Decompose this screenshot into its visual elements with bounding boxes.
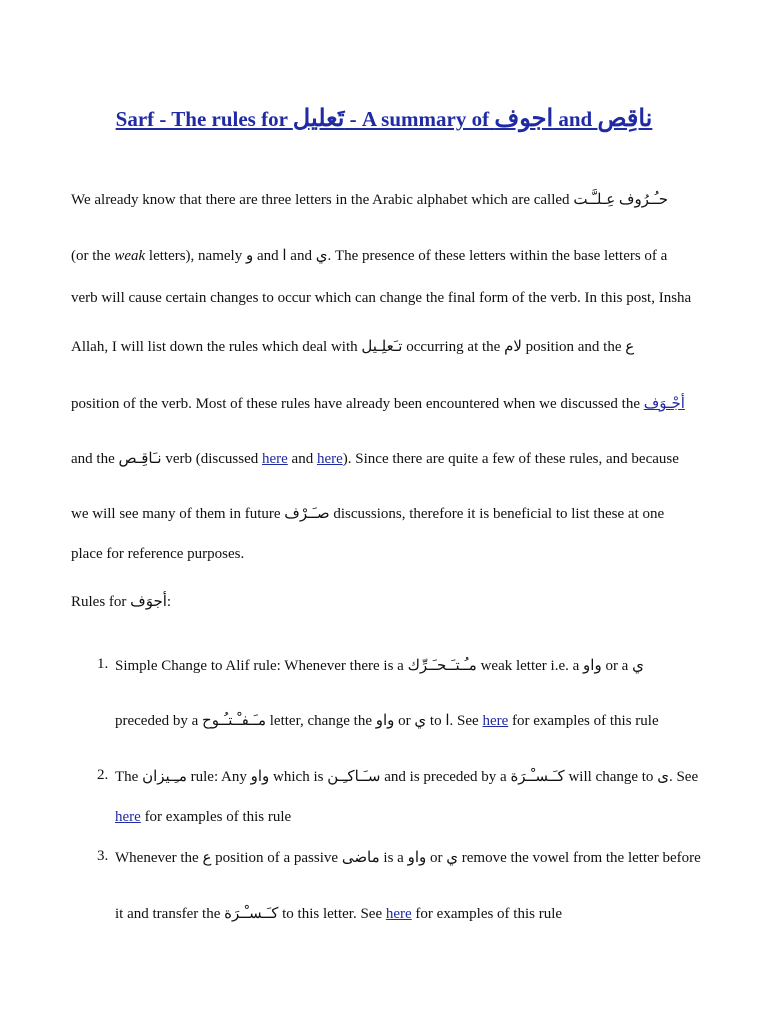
list-item-line bbox=[115, 711, 659, 730]
arabic-word: لام bbox=[504, 339, 522, 355]
text: or bbox=[426, 850, 447, 866]
rules-heading bbox=[71, 592, 171, 611]
text: position and the bbox=[521, 339, 626, 355]
arabic-letter: ي bbox=[414, 713, 427, 729]
text: is a bbox=[379, 850, 408, 866]
text: . See bbox=[449, 713, 483, 729]
list-item-line bbox=[115, 904, 562, 923]
text: preceded by a bbox=[115, 713, 203, 729]
text: letter, change the bbox=[266, 713, 376, 729]
paragraph-line bbox=[71, 290, 691, 307]
list-number: 2. bbox=[97, 767, 109, 783]
text: The bbox=[115, 769, 143, 785]
arabic-letter: ع bbox=[202, 850, 212, 866]
arabic-word: مـِـيزان bbox=[142, 769, 187, 785]
title-text-2: - A summary of bbox=[344, 107, 495, 131]
arabic-word: صـَـرْف bbox=[284, 506, 330, 522]
arabic-word: واو bbox=[250, 769, 270, 785]
text: remove the vowel from the letter before bbox=[458, 850, 701, 866]
arabic-word: مـُـتـَـحـَـرِّك bbox=[407, 658, 477, 674]
arabic-letter: ي bbox=[446, 850, 458, 866]
list-item-line bbox=[115, 656, 644, 675]
text: rule: Any bbox=[186, 769, 251, 785]
arabic-word: واو bbox=[583, 658, 602, 674]
text: ). Since there are quite a few of these rules, and because bbox=[342, 451, 679, 467]
paragraph-line bbox=[71, 504, 664, 523]
text: will change to bbox=[564, 769, 658, 785]
text: verb (discussed bbox=[161, 451, 262, 467]
text: letters), namely bbox=[145, 248, 246, 264]
page-title[interactable] bbox=[0, 104, 768, 133]
arabic-letter: و bbox=[245, 248, 254, 264]
text: weak letter i.e. a bbox=[476, 658, 584, 674]
arabic-letter: ي bbox=[632, 658, 644, 674]
text: or bbox=[394, 713, 415, 729]
text: (or the bbox=[71, 248, 115, 264]
emphasis-text: weak bbox=[114, 248, 146, 264]
here-link[interactable]: here bbox=[385, 906, 412, 922]
text: . The presence of these letters within the base letters of a bbox=[327, 248, 668, 264]
text: to bbox=[426, 713, 446, 729]
paragraph-line bbox=[71, 394, 685, 413]
arabic-word: تـَعلِـيل bbox=[361, 339, 403, 355]
text: or a bbox=[601, 658, 633, 674]
list-item-line bbox=[115, 809, 291, 826]
title-text-1: Sarf - The rules for bbox=[115, 107, 293, 131]
arabic-word: واو bbox=[375, 713, 395, 729]
text: Allah, I will list down the rules which deal with bbox=[71, 339, 362, 355]
text: which is bbox=[269, 769, 328, 785]
arabic-word: أجوَف bbox=[130, 594, 167, 610]
arabic-letter: ا bbox=[445, 713, 450, 729]
text: position of the verb. Most of these rules have already been encountered when we discussed the bbox=[71, 396, 644, 412]
paragraph-line bbox=[71, 337, 634, 356]
paragraph-line bbox=[71, 190, 668, 209]
here-link[interactable]: here bbox=[316, 451, 343, 467]
arabic-letter: ع bbox=[625, 339, 635, 355]
text: and bbox=[253, 248, 283, 264]
list-item-line bbox=[115, 767, 698, 786]
text: . See bbox=[668, 769, 699, 785]
text: for examples of this rule bbox=[508, 713, 659, 729]
text: and bbox=[286, 248, 316, 264]
list-number: 1. bbox=[97, 656, 109, 672]
text: and is preceded by a bbox=[380, 769, 511, 785]
arabic-letter: ي bbox=[315, 248, 328, 264]
text: discussions, therefore it is beneficial to list these at one bbox=[329, 506, 665, 522]
title-arabic-taleel: تَعليل bbox=[292, 106, 345, 132]
arabic-word: ماضى bbox=[341, 850, 380, 866]
text: We already know that there are three letters in the Arabic alphabet which are called bbox=[71, 192, 574, 208]
title-arabic-ajwaf: اجوف bbox=[494, 106, 554, 132]
text: Rules for bbox=[71, 594, 131, 610]
arabic-word: كـَـسـْـرَة bbox=[510, 769, 565, 785]
here-link[interactable]: here bbox=[115, 809, 141, 825]
arabic-letter: ا bbox=[282, 248, 287, 264]
text: : bbox=[166, 594, 172, 610]
title-arabic-naqis: ناقِص bbox=[597, 106, 653, 132]
text: and bbox=[287, 451, 317, 467]
here-link[interactable]: here bbox=[482, 713, 509, 729]
paragraph-line bbox=[71, 546, 244, 563]
arabic-word: نـَاقِـص bbox=[118, 451, 162, 467]
here-link[interactable]: here bbox=[261, 451, 288, 467]
text: it and transfer the bbox=[115, 906, 225, 922]
text: position of a passive bbox=[211, 850, 342, 866]
title-text-3: and bbox=[553, 107, 598, 131]
arabic-word: كـَـسـْـرَة bbox=[224, 906, 279, 922]
paragraph-line bbox=[71, 246, 667, 265]
arabic-word: حـُـرُوف عِـلـَّـت bbox=[573, 192, 669, 208]
list-number: 3. bbox=[97, 848, 109, 864]
text: occurring at the bbox=[402, 339, 505, 355]
text: to this letter. See bbox=[278, 906, 386, 922]
text: for examples of this rule bbox=[411, 906, 563, 922]
paragraph-line bbox=[71, 449, 679, 468]
list-item-line bbox=[115, 848, 701, 867]
text: and the bbox=[71, 451, 119, 467]
arabic-word: سـَـاكـِـن bbox=[327, 769, 381, 785]
text: Simple Change to Alif rule: Whenever there is a bbox=[115, 658, 408, 674]
text: verb will cause certain changes to occur which can change the final form of the verb. In this post, Insha bbox=[71, 290, 692, 306]
arabic-letter: ى bbox=[657, 769, 669, 785]
arabic-word: مـَـفـْـتـُـوح bbox=[202, 713, 266, 729]
text: for examples of this rule bbox=[140, 809, 292, 825]
arabic-word: واو bbox=[407, 850, 427, 866]
text: Whenever the bbox=[115, 850, 203, 866]
text: we will see many of them in future bbox=[71, 506, 285, 522]
ajwaf-link[interactable]: أجْـوَف bbox=[643, 396, 685, 412]
text: place for reference purposes. bbox=[71, 546, 245, 562]
